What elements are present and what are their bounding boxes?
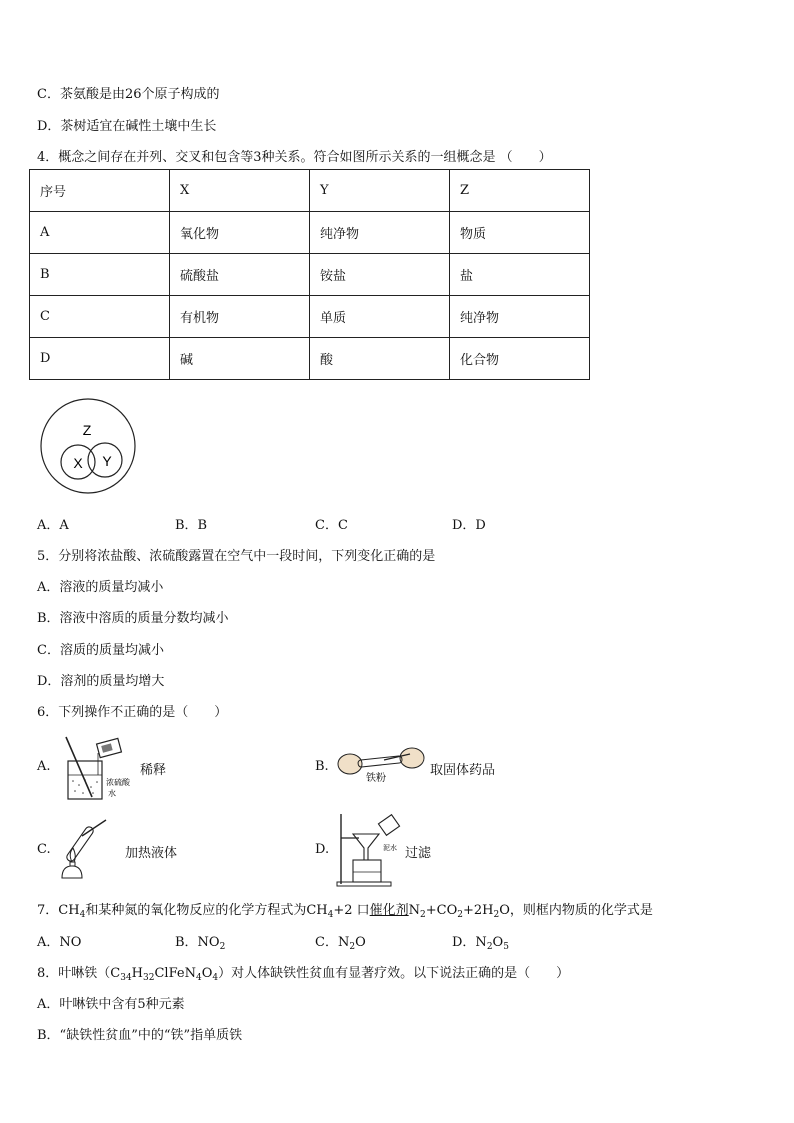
- q8-text: H: [131, 966, 144, 981]
- label-water: 水: [108, 789, 116, 798]
- label-x: X: [73, 455, 83, 471]
- q7-choice-c-text: O: [355, 935, 366, 950]
- q7-choice-d-sub: 5: [503, 942, 509, 952]
- q5-stem: 5．分别将浓盐酸、浓硫酸露置在空气中一段时间，下列变化正确的是: [37, 549, 436, 564]
- q7-choice-c-sub: 2: [349, 942, 356, 952]
- q7-choice-d: [452, 931, 509, 950]
- heating-illustration: [60, 816, 122, 882]
- pour-beaker: [378, 815, 399, 836]
- table-header-cell: Y: [310, 170, 450, 212]
- table-row: [30, 254, 590, 296]
- table-cell: 物质: [450, 212, 590, 254]
- lamp-neck: [70, 862, 75, 866]
- q8-text: ClFeN: [154, 966, 196, 981]
- beaker-receive: [353, 860, 381, 882]
- q5-option-c: C．溶质的质量均减小: [37, 643, 164, 658]
- q8-sub: 4: [195, 973, 202, 983]
- q6-letter-a: A.: [37, 759, 51, 774]
- q8-text: ）对人体缺铁性贫血有显著疗效。以下说法正确的是（ ）: [218, 966, 570, 981]
- q6-caption-a: 稀释: [140, 763, 167, 778]
- reagent-label: [101, 743, 112, 752]
- q7-choice-d-text: O: [492, 935, 504, 950]
- q7-text: +2 口: [333, 903, 370, 918]
- label-conc-sulfuric: 浓硫酸: [106, 778, 130, 787]
- q4-choice-d: D．D: [452, 518, 486, 533]
- q7-choice-d-sub: 2: [486, 942, 493, 952]
- q6-letter-c: C.: [37, 842, 51, 857]
- table-cell: 化合物: [450, 338, 590, 380]
- q4-choice-a: A．A: [37, 518, 69, 533]
- q6-caption-d: 过滤: [405, 846, 432, 861]
- q8-text: O: [201, 966, 213, 981]
- q7-choice-c-text: C．N: [315, 935, 350, 950]
- q5-option-b: B．溶液中溶质的质量分数均减小: [37, 611, 229, 626]
- q7-sub: 2: [420, 910, 426, 920]
- q7-sub: 2: [493, 910, 500, 920]
- q3-option-c: C．茶氨酸是由26个原子构成的: [37, 87, 220, 102]
- table-cell: 有机物: [170, 296, 310, 338]
- q7-sub: 4: [79, 910, 86, 920]
- q7-choice-a: A．NO: [37, 935, 82, 950]
- q7-text: O，则框内物质的化学式是: [499, 903, 653, 918]
- q7-choice-c: [315, 931, 366, 950]
- q6-letter-b: B.: [315, 759, 329, 774]
- table-cell: D: [30, 338, 170, 380]
- table-cell: 硫酸盐: [170, 254, 310, 296]
- q8-sub: 4: [212, 973, 219, 983]
- table-cell: A: [30, 212, 170, 254]
- table-cell: 盐: [450, 254, 590, 296]
- q5-option-a: A．溶液的质量均减小: [37, 580, 164, 595]
- q7-text: CH: [58, 903, 80, 918]
- q6-caption-b: 取固体药品: [430, 763, 496, 778]
- label-y: Y: [102, 453, 112, 469]
- label-muddy-water: 泥水: [383, 844, 397, 852]
- table-cell: B: [30, 254, 170, 296]
- q7-choice-b: [175, 931, 225, 950]
- q8-option-a: A．叶啉铁中含有5种元素: [37, 997, 185, 1012]
- q7-number: 7．: [37, 903, 59, 918]
- table-row: [30, 338, 590, 380]
- table-row: [30, 296, 590, 338]
- take-solid-illustration: [336, 742, 426, 784]
- q6-letter-d: D.: [315, 842, 330, 857]
- q4-choice-c: C．C: [315, 518, 348, 533]
- q7-text: +2H: [463, 903, 494, 918]
- table-row: [30, 212, 590, 254]
- q3-option-d: D．茶树适宜在碱性土壤中生长: [37, 119, 217, 134]
- label-z: Z: [82, 422, 92, 438]
- table-cell: 纯净物: [450, 296, 590, 338]
- q7-text: +CO: [425, 903, 458, 918]
- table-cell: 碱: [170, 338, 310, 380]
- catalyst-label: 催化剂: [369, 903, 409, 918]
- q7-sub: 4: [327, 910, 334, 920]
- stand-base: [337, 882, 391, 886]
- q8-sub: 34: [120, 973, 132, 983]
- right-hand: [400, 748, 424, 768]
- q8-option-b: B．“缺铁性贫血”中的“铁”指单质铁: [37, 1028, 243, 1043]
- q7-text: N: [408, 903, 421, 918]
- test-tube-holder: [82, 820, 106, 836]
- table-header-cell: X: [170, 170, 310, 212]
- table-header-cell: Z: [450, 170, 590, 212]
- alcohol-lamp: [62, 866, 82, 878]
- label-iron-powder: 铁粉: [366, 773, 386, 784]
- q7-choice-d-text: D．N: [452, 935, 487, 950]
- q8-sub: 32: [143, 973, 155, 983]
- q8-text: 8．叶啉铁（C: [37, 966, 121, 981]
- q7-sub: 2: [457, 910, 463, 920]
- q4-choice-b: B．B: [175, 518, 208, 533]
- dilution-illustration: [62, 735, 142, 803]
- table-cell: 铵盐: [310, 254, 450, 296]
- q7-choice-b-sub: 2: [219, 942, 226, 952]
- q5-option-d: D．溶剂的质量均增大: [37, 674, 165, 689]
- q7-choice-b-text: B．NO: [175, 935, 220, 950]
- filtration-illustration: [335, 812, 407, 888]
- table-cell: 纯净物: [310, 212, 450, 254]
- q7-stem: [37, 899, 653, 918]
- glass-rod: [66, 737, 92, 797]
- venn-diagram: [38, 396, 138, 496]
- q6-caption-c: 加热液体: [125, 846, 178, 861]
- table-cell: 氧化物: [170, 212, 310, 254]
- q4-stem: 4．概念之间存在并列、交叉和包含等3种关系。符合如图所示关系的一组概念是 （ ）: [37, 150, 552, 165]
- table-cell: C: [30, 296, 170, 338]
- outer-circle-z: [41, 399, 135, 493]
- table-cell: 单质: [310, 296, 450, 338]
- table-header-row: [30, 170, 590, 212]
- q8-stem: [37, 962, 569, 981]
- table-cell: 酸: [310, 338, 450, 380]
- q4-table: [29, 169, 590, 380]
- q7-text: 和某种氮的氧化物反应的化学方程式为CH: [85, 903, 328, 918]
- q6-stem: 6．下列操作不正确的是（ ）: [37, 705, 228, 720]
- table-header-cell: 序号: [30, 170, 170, 212]
